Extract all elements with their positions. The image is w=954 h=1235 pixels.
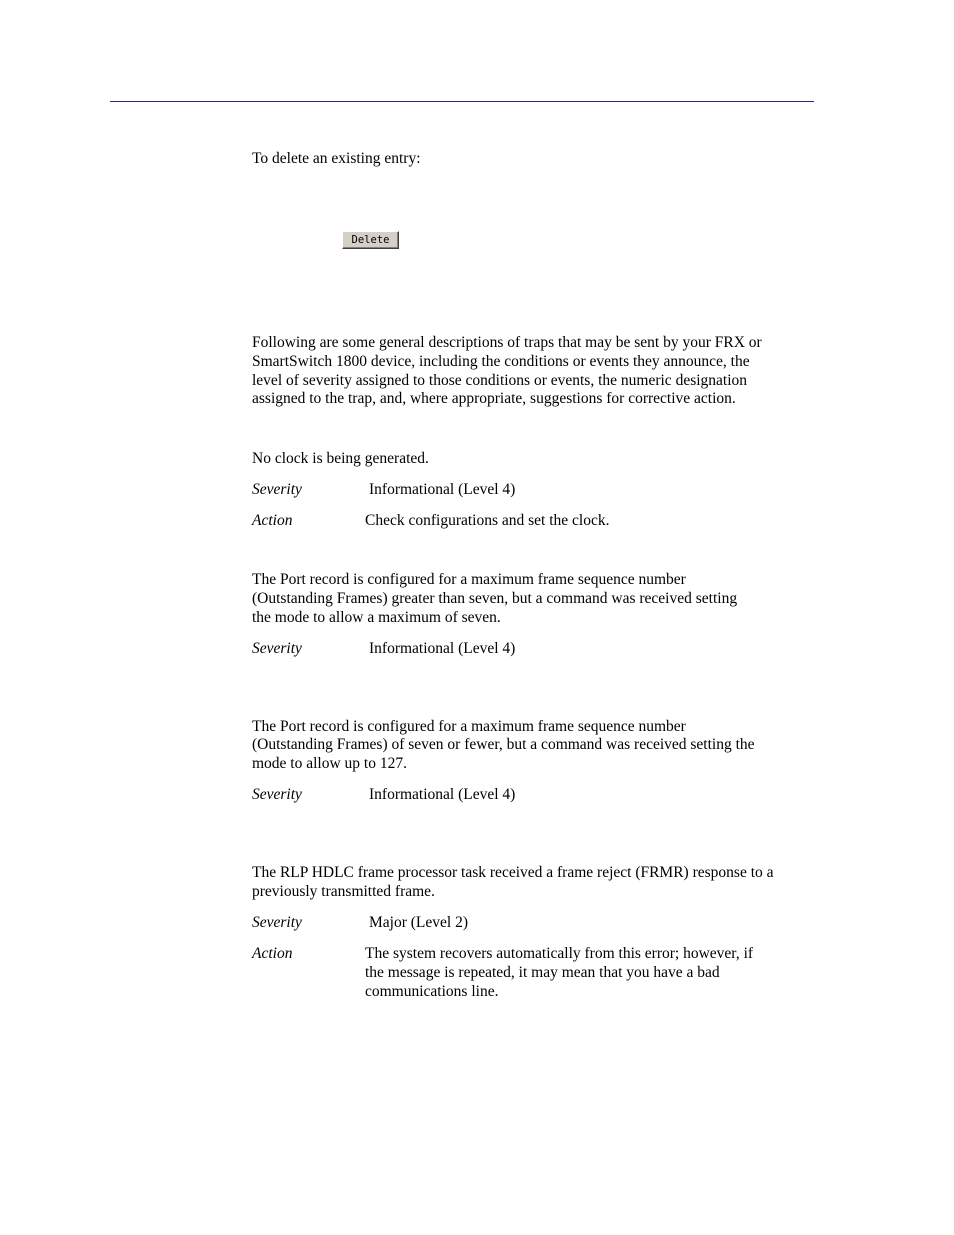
trap-description: The RLP HDLC frame processor task received a frame reject (FRMR) response to a: [252, 864, 774, 881]
severity-value: Informational (Level 4): [369, 786, 516, 803]
action-label: Action: [252, 945, 293, 962]
trap-description: No clock is being generated.: [252, 450, 429, 467]
action-value: the message is repeated, it may mean that you have a bad: [365, 964, 720, 981]
trap-description: mode to allow up to 127.: [252, 755, 407, 772]
severity-value: Informational (Level 4): [369, 640, 516, 657]
description-line: SmartSwitch 1800 device, including the conditions or events they announce, the: [252, 353, 750, 370]
trap-description: previously transmitted frame.: [252, 883, 435, 900]
trap-description: (Outstanding Frames) greater than seven, but a command was received setting: [252, 590, 738, 607]
trap-description: The Port record is configured for a maximum frame sequence number: [252, 718, 686, 735]
intro-text: To delete an existing entry:: [252, 150, 421, 167]
header-rule: [110, 101, 814, 102]
action-value: Check configurations and set the clock.: [365, 512, 610, 529]
action-value: communications line.: [365, 983, 499, 1000]
severity-label: Severity: [252, 786, 302, 803]
delete-button[interactable]: Delete: [342, 231, 399, 249]
trap-description: (Outstanding Frames) of seven or fewer, but a command was received setting the: [252, 736, 755, 753]
severity-label: Severity: [252, 640, 302, 657]
severity-value: Informational (Level 4): [369, 481, 516, 498]
trap-description: The Port record is configured for a maximum frame sequence number: [252, 571, 686, 588]
action-label: Action: [252, 512, 293, 529]
description-line: Following are some general descriptions of traps that may be sent by your FRX or: [252, 334, 762, 351]
action-value: The system recovers automatically from this error; however, if: [365, 945, 754, 962]
severity-value: Major (Level 2): [369, 914, 468, 931]
severity-label: Severity: [252, 481, 302, 498]
severity-label: Severity: [252, 914, 302, 931]
description-line: assigned to the trap, and, where appropriate, suggestions for corrective action.: [252, 390, 736, 407]
description-line: level of severity assigned to those conditions or events, the numeric designation: [252, 372, 748, 389]
trap-description: the mode to allow a maximum of seven.: [252, 609, 501, 626]
